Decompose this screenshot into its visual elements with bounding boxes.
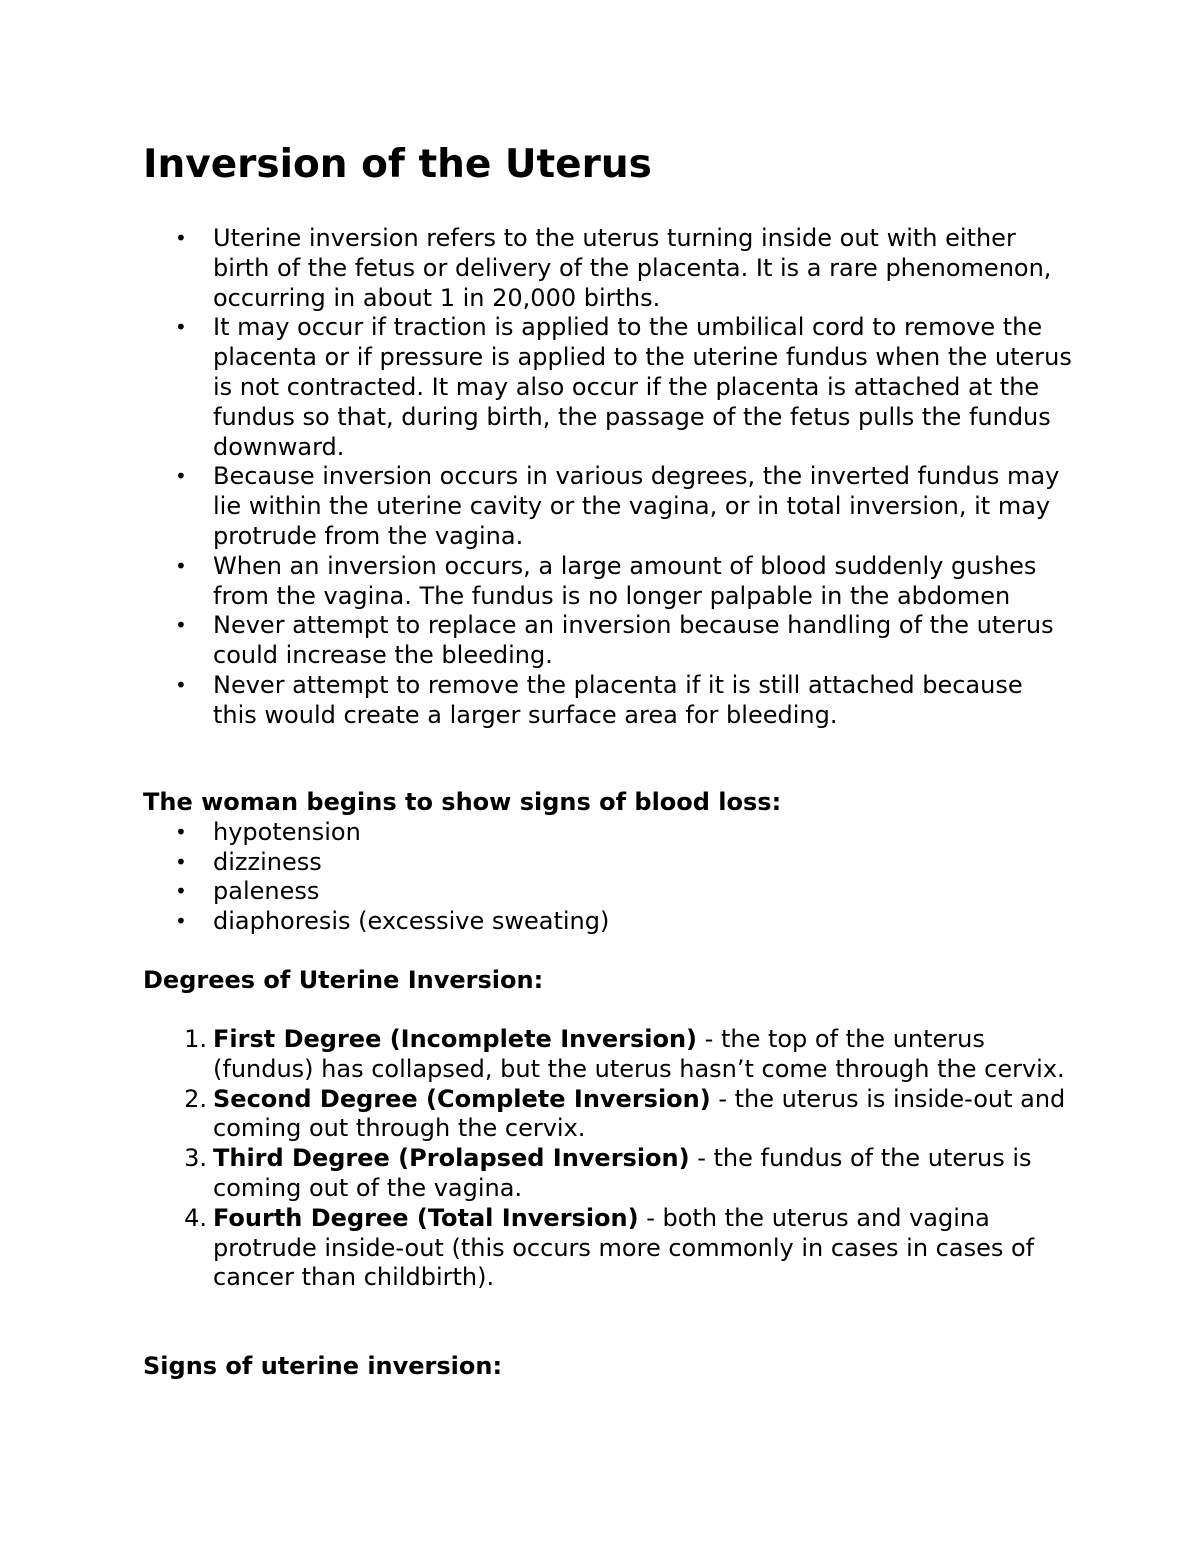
- intro-section: [143, 224, 1073, 731]
- list-item: [143, 671, 1073, 731]
- degrees-section: [143, 966, 1073, 996]
- list-item: [143, 313, 1073, 462]
- document-title: Inversion of the Uterus: [143, 142, 652, 187]
- bullet-icon: •: [175, 226, 187, 250]
- list-item: [143, 1025, 1073, 1085]
- degrees-list-section: [143, 1025, 1073, 1293]
- degree-term: First Degree (Incomplete Inversion): [213, 1025, 698, 1053]
- signs-heading: Signs of uterine inversion:: [143, 1352, 503, 1380]
- list-item-text: diaphoresis (excessive sweating): [213, 907, 610, 936]
- bullet-icon: •: [175, 613, 187, 638]
- degree-description: - the fundus of the uterus is coming out of the vagina.: [213, 1144, 1032, 1202]
- degree-description: - both the uterus and vagina protrude inside-out (this occurs more commonly in cases in cases of cancer than childbirth).: [213, 1203, 1035, 1292]
- list-item: [143, 462, 1073, 551]
- list-item: [143, 552, 1073, 612]
- list-item: [143, 848, 1073, 878]
- bullet-icon: •: [175, 672, 187, 697]
- intro-bullet-list: [143, 224, 1073, 731]
- list-item: [143, 1204, 1073, 1293]
- degree-term: Second Degree (Complete Inversion): [213, 1084, 711, 1113]
- bullet-icon: •: [175, 819, 187, 844]
- list-item-text: Never attempt to remove the placenta if it is still attached because this would create a larger surface area for bleeding.: [213, 670, 1023, 729]
- bullet-icon: •: [175, 553, 187, 578]
- degrees-heading: Degrees of Uterine Inversion:: [143, 966, 544, 994]
- list-item: [143, 1085, 1073, 1145]
- bullet-icon: •: [175, 315, 187, 340]
- list-item-text: Because inversion occurs in various degrees, the inverted fundus may lie within the uterine cavity or the vagina, or in total inversion, it may protrude from the vagina.: [213, 462, 1060, 550]
- blood-loss-list: [143, 818, 1073, 937]
- degree-term: Fourth Degree (Total Inversion): [213, 1203, 639, 1232]
- list-item: [143, 224, 1073, 313]
- list-item-text: dizziness: [213, 847, 322, 876]
- list-number: 3.: [184, 1144, 207, 1173]
- list-item: [143, 818, 1073, 848]
- list-item: [143, 1144, 1073, 1204]
- degrees-numbered-list: [143, 1025, 1073, 1293]
- list-item-text: paleness: [213, 877, 320, 906]
- degree-description: - the uterus is inside-out and coming out through the cervix.: [213, 1084, 1066, 1143]
- blood-loss-heading: The woman begins to show signs of blood loss:: [143, 788, 782, 816]
- list-item-text: hypotension: [213, 817, 361, 846]
- list-number: 2.: [184, 1084, 207, 1113]
- signs-section: [143, 1352, 1073, 1382]
- list-item: [143, 877, 1073, 907]
- bullet-icon: •: [175, 464, 187, 489]
- list-item: [143, 611, 1073, 671]
- bullet-icon: •: [175, 849, 187, 874]
- bullet-icon: •: [175, 909, 187, 934]
- degree-description: - the top of the unterus (fundus) has collapsed, but the uterus hasn’t come through the cervix.: [213, 1025, 1065, 1083]
- list-item-text: When an inversion occurs, a large amount of blood suddenly gushes from the vagina. The fundus is no longer palpable in the abdomen: [213, 551, 1037, 610]
- list-item: [143, 907, 1073, 937]
- blood-loss-section: [143, 788, 1073, 937]
- list-item-text: Uterine inversion refers to the uterus turning inside out with either birth of the fetus or delivery of the placenta. It is a rare phenomenon, occurring in about 1 in 20,000 births.: [213, 224, 1052, 312]
- list-item-text: It may occur if traction is applied to the umbilical cord to remove the placenta or if pressure is applied to the uterine fundus when the uterus is not contracted. It may also occur if the placenta is attached at the fundus so that, during birth, the passage of the fetus pulls the fundus downward.: [213, 313, 1072, 461]
- list-item-text: Never attempt to replace an inversion because handling of the uterus could increase the bleeding.: [213, 611, 1054, 670]
- list-number: 4.: [184, 1203, 207, 1232]
- bullet-icon: •: [175, 879, 187, 904]
- list-number: 1.: [184, 1025, 207, 1053]
- degree-term: Third Degree (Prolapsed Inversion): [213, 1144, 690, 1173]
